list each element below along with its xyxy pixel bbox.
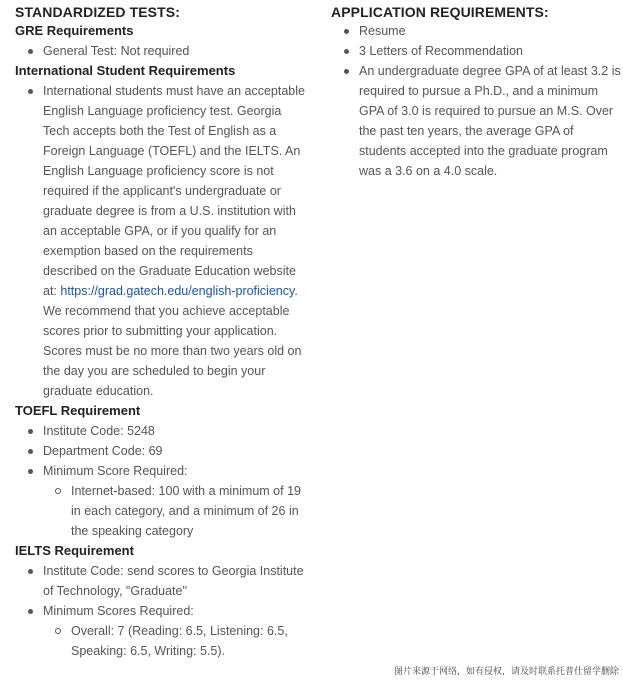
ielts-minimum-scores-label: Minimum Scores Required: [43,604,194,618]
watermark-text: 图片来源于网络，如有侵权，请及时联系托普仕留学删除 [393,667,619,677]
toefl-sub-list [43,481,307,541]
gre-heading: GRE Requirements [15,23,134,38]
toefl-minimum-score-label: Minimum Score Required: [43,464,188,478]
english-proficiency-link[interactable]: https://grad.gatech.edu/english-proficiency [60,284,295,298]
ielts-list [15,561,307,661]
ielts-overall: Overall: 7 (Reading: 6.5, Listening: 6.5, Speaking: 6.5, Writing: 5.5). [43,621,307,661]
requirement-gpa: An undergraduate degree GPA of at least 3.2 is required to pursue a Ph.D., and a minimum GPA of 3.0 is required to pursue an M.S. Over the past ten years, the average GPA of students accepted into the graduate program was a 3.6 on a 4.0 scale. [331,61,623,181]
gre-list [15,41,307,61]
application-requirements-list [331,21,623,181]
gre-item-general-test: General Test: Not required [15,41,307,61]
toefl-internet-based: Internet-based: 100 with a minimum of 19 in each category, and a minimum of 26 in the speaking category [43,481,307,541]
requirement-resume: Resume [331,21,623,41]
ielts-minimum-scores [15,601,307,661]
standardized-tests-title: STANDARDIZED TESTS: [15,4,180,20]
international-heading: International Student Requirements [15,63,236,78]
application-requirements-title: APPLICATION REQUIREMENTS: [331,4,549,20]
international-text-after-link: . We recommend that you achieve acceptable scores prior to submitting your application. Scores must be no more than two years old on the day you are scheduled to begin your graduate education. [43,284,302,398]
international-text-before-link: International students must have an acceptable English Language proficiency test. Georgia Tech accepts both the Test of English as a Foreign Language (TOEFL) and the IELTS. An English Language proficiency score is not required if the applicant's undergraduate or graduate degree is from a U.S. institution with an acceptable GPA, or if you qualify for an exemption based on the requirements described on the Graduate Education website at: [43,84,305,298]
ielts-sub-list [43,621,307,661]
ielts-institute-code: Institute Code: send scores to Georgia Institute of Technology, "Graduate" [15,561,307,601]
toefl-heading: TOEFL Requirement [15,403,141,418]
requirement-recommendation: 3 Letters of Recommendation [331,41,623,61]
toefl-institute-code: Institute Code: 5248 [15,421,307,441]
application-requirements-column [331,0,623,181]
toefl-list [15,421,307,541]
ielts-heading: IELTS Requirement [15,543,134,558]
toefl-department-code: Department Code: 69 [15,441,307,461]
toefl-minimum-score [15,461,307,541]
international-requirements-text [15,81,307,401]
international-list [15,81,307,401]
standardized-tests-column [15,0,307,661]
